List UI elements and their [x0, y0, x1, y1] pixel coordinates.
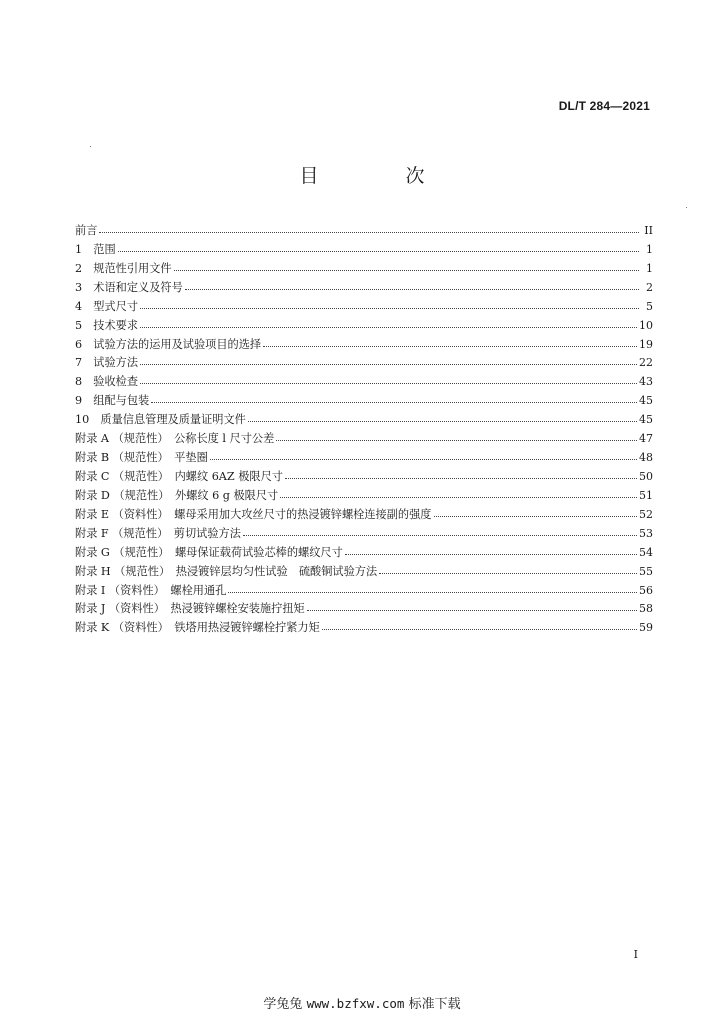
toc-entry-label: 附录 B （规范性） 平垫圈	[75, 451, 208, 465]
toc-entry-label: 附录 H （规范性） 热浸镀锌层均匀性试验 硫酸铜试验方法	[75, 564, 378, 578]
toc-entry-label: 3 术语和定义及符号	[75, 280, 183, 294]
toc-leader-dots	[140, 319, 637, 328]
toc-entry-label: 4 型式尺寸	[75, 299, 139, 313]
toc-entry-label: 5 技术要求	[75, 318, 139, 332]
toc-entry-label: 前言	[75, 224, 98, 237]
toc-entry-page: 51	[639, 488, 653, 502]
toc-entry-label: 7 试验方法	[75, 356, 139, 370]
toc-leader-dots	[118, 243, 639, 252]
toc-entry-label: 附录 D （规范性） 外螺纹 6 g 极限尺寸	[75, 488, 279, 502]
toc-entry-page: 45	[639, 394, 653, 408]
toc-entry-label: 附录 J （资料性） 热浸镀锌螺栓安装施拧扭矩	[75, 602, 305, 616]
toc-entry[interactable]	[75, 563, 653, 582]
toc-entry[interactable]	[75, 241, 653, 260]
toc-entry[interactable]	[75, 506, 653, 525]
toc-entry-page: 59	[639, 621, 653, 635]
toc-entry-label: 8 验收检查	[75, 375, 139, 389]
toc-entry[interactable]	[75, 468, 653, 487]
watermark	[0, 993, 724, 1012]
toc-entry[interactable]	[75, 430, 653, 449]
toc-leader-dots	[379, 565, 637, 574]
toc-entry[interactable]	[75, 222, 653, 241]
document-code: DL/T 284—2021	[558, 99, 650, 113]
toc-entry-page: 58	[639, 602, 653, 616]
toc-entry-label: 附录 K （资料性） 铁塔用热浸镀锌螺栓拧紧力矩	[75, 621, 320, 635]
toc-entry[interactable]	[75, 600, 653, 619]
toc-entry-label: 附录 E （资料性） 螺母采用加大攻丝尺寸的热浸镀锌螺栓连接副的强度	[75, 507, 432, 521]
toc-leader-dots	[434, 508, 638, 517]
toc-entry-label: 2 规范性引用文件	[75, 261, 172, 275]
toc-entry[interactable]	[75, 298, 653, 317]
toc-entry-page: 45	[639, 413, 653, 427]
watermark-site[interactable]: www.bzfxw.com	[306, 996, 405, 1011]
scan-speck	[686, 207, 687, 208]
toc-leader-dots	[276, 432, 637, 441]
toc-entry[interactable]	[75, 449, 653, 468]
toc-leader-dots	[210, 451, 637, 460]
toc-entry-label: 6 试验方法的运用及试验项目的选择	[75, 337, 262, 351]
toc-entry[interactable]	[75, 525, 653, 544]
watermark-name: 学兔兔	[263, 997, 303, 1012]
toc-leader-dots	[263, 338, 637, 347]
toc-entry[interactable]	[75, 487, 653, 506]
toc-entry[interactable]	[75, 317, 653, 336]
toc-entry-page: 50	[639, 469, 653, 483]
toc-entry-label: 附录 A （规范性） 公称长度 l 尺寸公差	[75, 432, 275, 446]
toc-leader-dots	[322, 621, 637, 630]
toc-entry-page: 53	[639, 526, 653, 540]
toc-entry-page: 22	[639, 356, 653, 370]
toc-entry-label: 9 组配与包装	[75, 394, 150, 408]
toc-leader-dots	[345, 546, 637, 555]
table-of-contents	[75, 222, 653, 638]
toc-entry[interactable]	[75, 411, 653, 430]
toc-leader-dots	[99, 224, 639, 233]
toc-leader-dots	[307, 602, 637, 611]
scan-speck	[90, 146, 91, 147]
toc-entry-page: 19	[639, 337, 653, 351]
toc-entry-page: 54	[639, 545, 653, 559]
toc-entry[interactable]	[75, 582, 653, 601]
toc-leader-dots	[228, 584, 637, 593]
toc-entry-page: 47	[639, 432, 653, 446]
toc-entry-page: 52	[639, 507, 653, 521]
toc-entry-label: 10 质量信息管理及质量证明文件	[75, 413, 246, 427]
toc-leader-dots	[140, 300, 639, 309]
toc-entry-label: 1 范围	[75, 242, 116, 256]
toc-entry-page: 2	[646, 280, 653, 294]
toc-entry[interactable]	[75, 544, 653, 563]
toc-entry[interactable]	[75, 336, 653, 355]
toc-leader-dots	[280, 489, 637, 498]
toc-entry-page: 5	[646, 299, 653, 313]
toc-entry-label: 附录 I （资料性） 螺栓用通孔	[75, 583, 227, 597]
toc-entry-page: 48	[639, 451, 653, 465]
toc-entry[interactable]	[75, 260, 653, 279]
toc-entry-label: 附录 F （规范性） 剪切试验方法	[75, 526, 241, 540]
toc-entry-label: 附录 G （规范性） 螺母保证载荷试验芯棒的螺纹尺寸	[75, 545, 343, 559]
toc-entry-page: 1	[646, 242, 653, 256]
toc-entry[interactable]	[75, 279, 653, 298]
toc-leader-dots	[248, 413, 637, 422]
toc-leader-dots	[151, 394, 637, 403]
toc-leader-dots	[140, 375, 637, 384]
toc-entry-page: 56	[639, 583, 653, 597]
toc-entry-page: 1	[646, 261, 653, 275]
toc-leader-dots	[140, 356, 637, 365]
toc-leader-dots	[174, 262, 639, 271]
toc-leader-dots	[185, 281, 639, 290]
page-title: 目 次	[299, 165, 459, 187]
toc-entry-page: II	[644, 224, 653, 237]
toc-entry-label: 附录 C （规范性） 内螺纹 6AZ 极限尺寸	[75, 469, 283, 483]
toc-entry-page: 10	[639, 318, 653, 332]
toc-entry-page: 43	[639, 375, 653, 389]
toc-entry-page: 55	[639, 564, 653, 578]
page-number: I	[633, 948, 638, 961]
watermark-suffix: 标准下载	[408, 997, 461, 1012]
toc-entry[interactable]	[75, 392, 653, 411]
toc-leader-dots	[285, 470, 637, 479]
toc-leader-dots	[243, 527, 637, 536]
toc-entry[interactable]	[75, 373, 653, 392]
toc-entry[interactable]	[75, 619, 653, 638]
toc-entry[interactable]	[75, 354, 653, 373]
